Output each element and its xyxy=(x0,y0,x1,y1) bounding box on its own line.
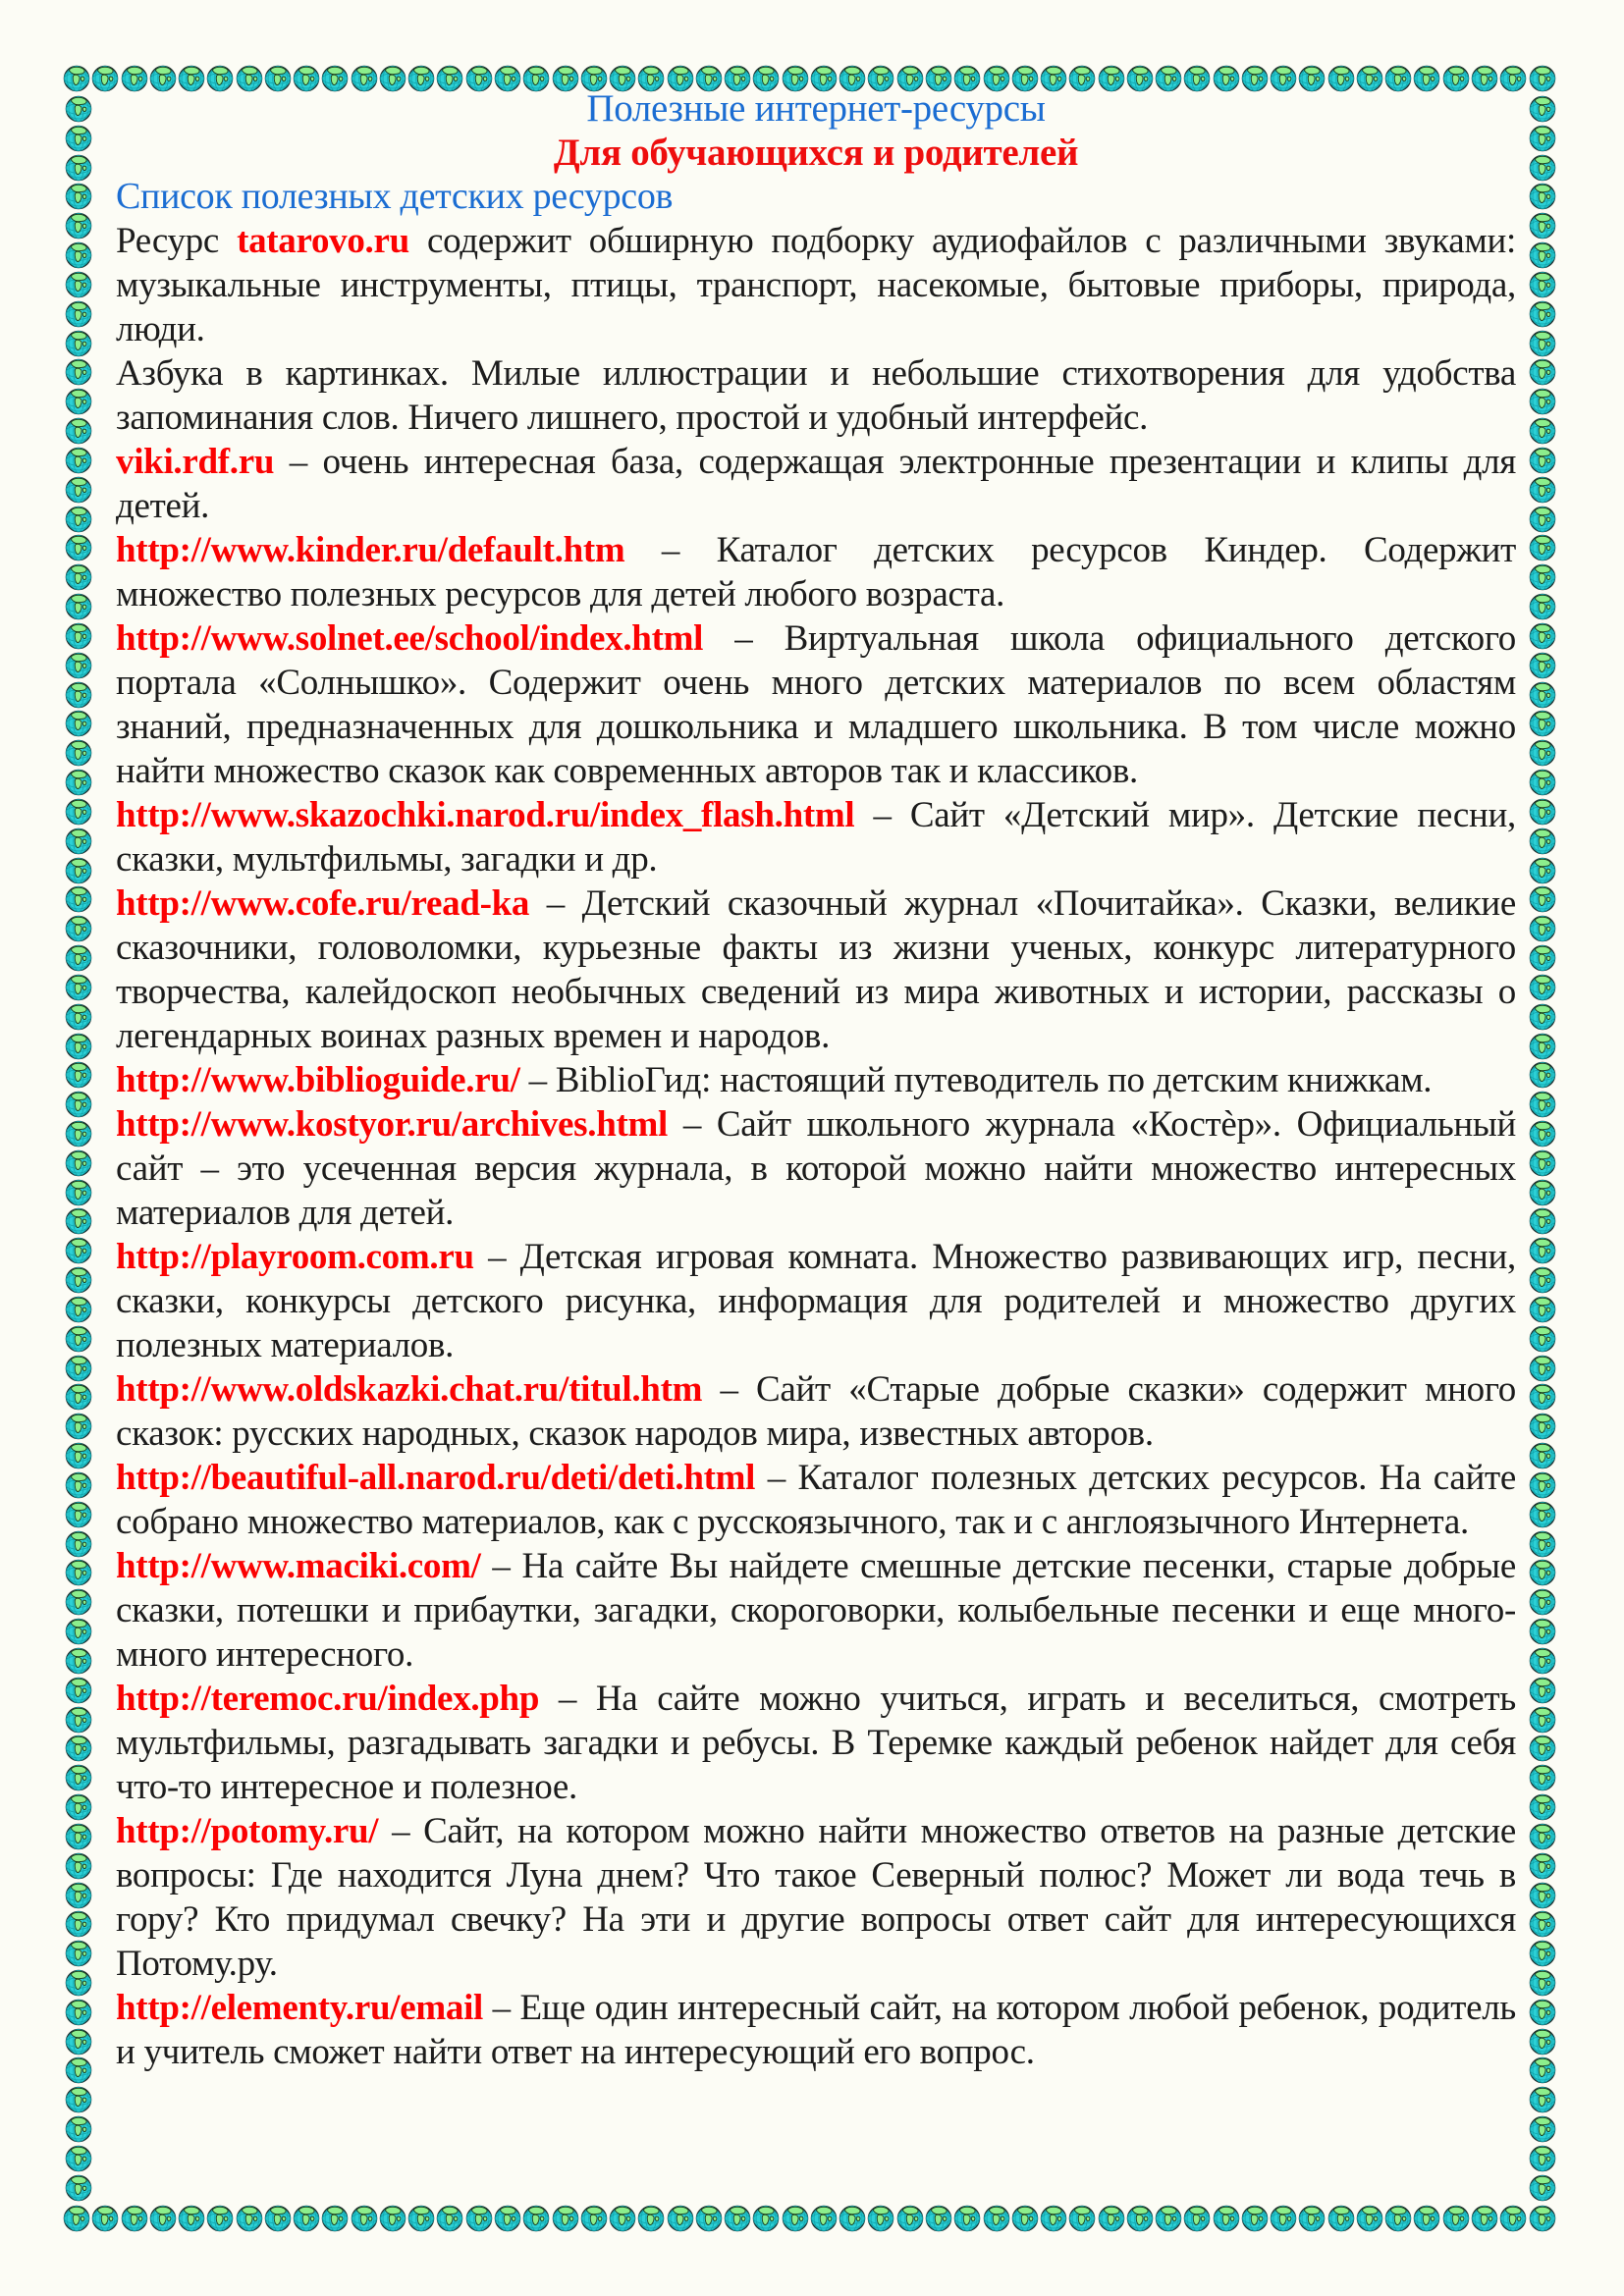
globe-icon xyxy=(65,212,92,240)
globe-icon xyxy=(65,506,92,533)
globe-icon xyxy=(65,183,92,210)
globe-icon xyxy=(1529,915,1556,942)
globe-icon xyxy=(65,915,92,942)
globe-icon xyxy=(1529,1501,1556,1528)
globe-icon xyxy=(667,2205,694,2232)
globe-icon xyxy=(1529,506,1556,533)
globe-icon xyxy=(1529,828,1556,855)
resource-text: – Сайт, на котором можно найти множество ответов на разные детские вопросы: Где находится Луна днем? Что такое Северный полюс? Может ли вода течь в гору? Кто придумал свечку? На эти и другие вопросы ответ сайт для интересующихся Потому.ру. xyxy=(116,1811,1516,1984)
globe-border-bottom xyxy=(63,2205,1556,2232)
globe-icon xyxy=(1529,125,1556,152)
globe-icon xyxy=(1529,710,1556,737)
globe-icon xyxy=(379,2205,406,2232)
globe-icon xyxy=(63,65,90,92)
resource-url: http://playroom.com.ru xyxy=(116,1237,474,1277)
globe-icon xyxy=(1529,1383,1556,1411)
globe-icon xyxy=(1529,1413,1556,1440)
globe-icon xyxy=(637,2205,665,2232)
globe-icon xyxy=(1529,417,1556,445)
globe-icon xyxy=(1529,1149,1556,1177)
globe-icon xyxy=(178,2205,205,2232)
globe-icon xyxy=(1529,1179,1556,1206)
globe-icon xyxy=(1529,1091,1556,1118)
globe-icon xyxy=(65,2174,92,2202)
globe-icon xyxy=(1356,2205,1383,2232)
resource-url: http://www.maciki.com/ xyxy=(116,1546,481,1586)
globe-icon xyxy=(65,1003,92,1031)
resource-paragraph xyxy=(116,616,1516,793)
globe-icon xyxy=(149,2205,177,2232)
globe-icon xyxy=(65,1530,92,1558)
globe-border-left xyxy=(65,95,92,2202)
resource-list xyxy=(116,219,1516,2074)
globe-icon xyxy=(1529,300,1556,328)
globe-icon xyxy=(65,1471,92,1499)
globe-icon xyxy=(65,1207,92,1235)
globe-icon xyxy=(65,1061,92,1089)
globe-icon xyxy=(1529,857,1556,884)
resource-paragraph xyxy=(116,1456,1516,1544)
resource-text: – Каталог полезных детских ресурсов. На сайте собрано множество материалов, как с русскоязычного, так и с англоязычного Интернета. xyxy=(116,1458,1516,1542)
resource-url: http://www.cofe.ru/read-ka xyxy=(116,883,530,924)
globe-icon xyxy=(1529,1764,1556,1791)
globe-icon xyxy=(65,885,92,913)
globe-icon xyxy=(65,1237,92,1264)
globe-icon xyxy=(1529,1296,1556,1323)
resource-url: http://www.oldskazki.chat.ru/titul.htm xyxy=(116,1369,703,1410)
globe-icon xyxy=(1529,974,1556,1001)
globe-icon xyxy=(1529,476,1556,504)
resource-paragraph xyxy=(116,1058,1516,1102)
globe-icon xyxy=(65,710,92,737)
globe-icon xyxy=(1529,563,1556,591)
resource-paragraph xyxy=(116,1102,1516,1235)
globe-icon xyxy=(65,1149,92,1177)
globe-icon xyxy=(1529,183,1556,210)
globe-icon xyxy=(293,2205,320,2232)
globe-icon xyxy=(1529,1735,1556,1762)
globe-icon xyxy=(65,944,92,972)
globe-icon xyxy=(810,2205,838,2232)
globe-icon xyxy=(1529,271,1556,298)
globe-icon xyxy=(264,2205,292,2232)
globe-icon xyxy=(1529,447,1556,474)
resource-url: http://www.kinder.ru/default.htm xyxy=(116,530,625,570)
globe-icon xyxy=(436,2205,463,2232)
globe-icon xyxy=(65,1091,92,1118)
resource-text: – Детский сказочный журнал «Почитайка». Сказки, великие сказочники, головоломки, курьезные факты из жизни ученых, конкурс литературного творчества, калейдоскоп необычных сведений из мира животных и истории, рассказы о легендарных воинах разных времен и народов. xyxy=(116,883,1516,1056)
globe-icon xyxy=(782,2205,809,2232)
globe-icon xyxy=(1529,241,1556,269)
globe-icon xyxy=(236,2205,263,2232)
globe-icon xyxy=(1298,2205,1326,2232)
globe-icon xyxy=(1529,1266,1556,1294)
globe-icon xyxy=(953,2205,981,2232)
globe-icon xyxy=(1529,65,1556,92)
globe-icon xyxy=(65,1735,92,1762)
globe-icon xyxy=(65,388,92,415)
globe-icon xyxy=(65,1588,92,1616)
globe-icon xyxy=(1529,739,1556,767)
globe-icon xyxy=(1529,769,1556,796)
resource-text: – очень интересная база, содержащая электронные презентации и клипы для детей. xyxy=(116,442,1516,526)
globe-icon xyxy=(1529,1618,1556,1645)
globe-icon xyxy=(65,739,92,767)
globe-icon xyxy=(65,1677,92,1704)
globe-icon xyxy=(465,2205,493,2232)
resource-url: http://elementy.ru/email xyxy=(116,1988,484,2028)
globe-icon xyxy=(65,1618,92,1645)
globe-icon xyxy=(1529,652,1556,679)
globe-icon xyxy=(1529,1910,1556,1938)
globe-icon xyxy=(1529,1237,1556,1264)
resource-paragraph xyxy=(116,1544,1516,1677)
resource-paragraph xyxy=(116,528,1516,616)
globe-icon xyxy=(407,2205,435,2232)
resource-paragraph xyxy=(116,440,1516,528)
globe-icon xyxy=(522,2205,550,2232)
globe-icon xyxy=(1529,1999,1556,2026)
globe-icon xyxy=(1529,1471,1556,1499)
globe-icon xyxy=(65,1706,92,1734)
globe-icon xyxy=(1011,2205,1039,2232)
globe-icon xyxy=(1529,1061,1556,1089)
globe-icon xyxy=(1529,1355,1556,1382)
globe-icon xyxy=(552,2205,579,2232)
globe-icon xyxy=(65,1120,92,1148)
globe-icon xyxy=(65,300,92,328)
resource-text: – Каталог детских ресурсов Киндер. Содержит множество полезных ресурсов для детей любого возраста. xyxy=(116,530,1516,614)
globe-icon xyxy=(1126,2205,1154,2232)
globe-icon xyxy=(63,2205,90,2232)
globe-icon xyxy=(65,2086,92,2113)
globe-icon xyxy=(1529,2028,1556,2056)
globe-icon xyxy=(65,1882,92,1909)
globe-icon xyxy=(65,974,92,1001)
resource-url: http://www.solnet.ee/school/index.html xyxy=(116,618,704,659)
globe-icon xyxy=(1529,1033,1556,1060)
globe-icon xyxy=(1529,681,1556,709)
globe-icon xyxy=(65,1383,92,1411)
globe-icon xyxy=(1529,388,1556,415)
globe-icon xyxy=(752,2205,780,2232)
globe-icon xyxy=(65,652,92,679)
globe-icon xyxy=(65,1501,92,1528)
globe-icon xyxy=(65,476,92,504)
resource-paragraph xyxy=(116,1809,1516,1986)
globe-icon xyxy=(65,1413,92,1440)
resource-text: – Детская игровая комната. Множество развивающих игр, песни, сказки, конкурсы детского рисунка, информация для родителей и множество других полезных материалов. xyxy=(116,1237,1516,1365)
globe-icon xyxy=(65,1999,92,2026)
globe-icon xyxy=(65,857,92,884)
globe-icon xyxy=(1529,154,1556,182)
globe-icon xyxy=(1529,885,1556,913)
globe-icon xyxy=(1529,1530,1556,1558)
globe-icon xyxy=(1529,1207,1556,1235)
globe-icon xyxy=(65,769,92,796)
globe-icon xyxy=(206,2205,234,2232)
globe-icon xyxy=(1068,2205,1096,2232)
globe-icon xyxy=(1529,1003,1556,1031)
globe-icon xyxy=(65,358,92,386)
globe-icon xyxy=(1529,1823,1556,1850)
globe-icon xyxy=(1327,2205,1355,2232)
resource-text: содержит обширную подборку аудиофайлов с различными звуками: музыкальные инструменты, птицы, транспорт, насекомые, бытовые приборы, природа, люди. xyxy=(116,221,1516,349)
resource-url: viki.rdf.ru xyxy=(116,442,275,482)
globe-icon xyxy=(65,125,92,152)
globe-icon xyxy=(65,2028,92,2056)
section-heading: Список полезных детских ресурсов xyxy=(116,176,674,217)
globe-icon xyxy=(1529,1588,1556,1616)
globe-icon xyxy=(867,2205,894,2232)
globe-icon xyxy=(1499,2205,1527,2232)
globe-icon xyxy=(65,681,92,709)
globe-icon xyxy=(1213,2205,1240,2232)
globe-icon xyxy=(65,1355,92,1382)
globe-icon xyxy=(121,2205,148,2232)
globe-icon xyxy=(1529,1559,1556,1586)
globe-icon xyxy=(609,2205,636,2232)
globe-icon xyxy=(1529,2115,1556,2143)
globe-icon xyxy=(1529,1706,1556,1734)
globe-icon xyxy=(65,1266,92,1294)
globe-icon xyxy=(65,241,92,269)
globe-icon xyxy=(65,330,92,357)
resource-text: – Сайт «Старые добрые сказки» содержит много сказок: русских народных, сказок народов мира, известных авторов. xyxy=(116,1369,1516,1454)
resource-paragraph xyxy=(116,219,1516,351)
globe-icon xyxy=(65,1910,92,1938)
globe-icon xyxy=(1529,1677,1556,1704)
globe-icon xyxy=(896,2205,924,2232)
globe-icon xyxy=(1529,212,1556,240)
globe-icon xyxy=(65,2115,92,2143)
resource-paragraph xyxy=(116,1986,1516,2074)
resource-text: – BiblioГид: настоящий путеводитель по детским книжкам. xyxy=(519,1060,1433,1100)
globe-icon xyxy=(65,1325,92,1353)
globe-icon xyxy=(65,271,92,298)
globe-icon xyxy=(65,1852,92,1880)
globe-icon xyxy=(1529,1120,1556,1148)
globe-icon xyxy=(65,1296,92,1323)
resource-paragraph xyxy=(116,1367,1516,1456)
globe-icon xyxy=(1529,1940,1556,1967)
globe-icon xyxy=(1529,2205,1556,2232)
resource-text: Ресурс xyxy=(116,221,238,261)
globe-icon xyxy=(925,2205,952,2232)
resource-text: Азбука в картинках. Милые иллюстрации и небольшие стихотворения для удобства запоминания слов. Ничего лишнего, простой и удобный интерфейс. xyxy=(116,353,1516,438)
globe-icon xyxy=(580,2205,608,2232)
globe-icon xyxy=(1529,1442,1556,1469)
resource-url: tatarovo.ru xyxy=(237,221,409,261)
globe-icon xyxy=(65,593,92,620)
globe-icon xyxy=(65,622,92,650)
page-title: Полезные интернет-ресурсы xyxy=(586,87,1046,130)
globe-icon xyxy=(1529,2056,1556,2084)
globe-icon xyxy=(65,1647,92,1675)
globe-icon xyxy=(1529,1793,1556,1821)
resource-paragraph xyxy=(116,1677,1516,1809)
globe-icon xyxy=(724,2205,751,2232)
globe-icon xyxy=(1529,1882,1556,1909)
globe-icon xyxy=(1529,534,1556,561)
globe-icon xyxy=(1529,2174,1556,2202)
globe-icon xyxy=(91,2205,119,2232)
resource-url: http://potomy.ru/ xyxy=(116,1811,379,1851)
resource-paragraph xyxy=(116,1235,1516,1367)
globe-icon xyxy=(65,1033,92,1060)
resource-url: http://www.skazochki.narod.ru/index_flash.html xyxy=(116,795,855,835)
resource-url: http://www.kostyor.ru/archives.html xyxy=(116,1104,669,1145)
resource-text: – Виртуальная школа официального детского портала «Солнышко». Содержит очень много детских материалов по всем областям знаний, предназначенных для дошкольника и младшего школьника. В том числе можно найти множество сказок как современных авторов так и классиков. xyxy=(116,618,1516,791)
globe-icon xyxy=(1529,944,1556,972)
globe-icon xyxy=(65,534,92,561)
resource-text: – Сайт школьного журнала «Костѐр». Официальный сайт – это усеченная версия журнала, в которой можно найти множество интересных материалов для детей. xyxy=(116,1104,1516,1233)
globe-icon xyxy=(983,2205,1010,2232)
globe-icon xyxy=(65,2145,92,2172)
globe-icon xyxy=(65,798,92,826)
resource-text: – На сайте можно учиться, играть и веселиться, смотреть мультфильмы, разгадывать загадки и ребусы. В Теремке каждый ребенок найдет для себя что-то интересное и полезное. xyxy=(116,1679,1516,1807)
resource-paragraph xyxy=(116,793,1516,881)
globe-icon xyxy=(1529,1852,1556,1880)
globe-icon xyxy=(65,1559,92,1586)
globe-icon xyxy=(65,95,92,123)
globe-icon xyxy=(1529,622,1556,650)
globe-icon xyxy=(1413,2205,1440,2232)
globe-icon xyxy=(1529,330,1556,357)
globe-icon xyxy=(1529,593,1556,620)
globe-icon xyxy=(65,417,92,445)
globe-icon xyxy=(65,1179,92,1206)
globe-icon xyxy=(1529,95,1556,123)
globe-icon xyxy=(65,1764,92,1791)
globe-icon xyxy=(1098,2205,1125,2232)
globe-icon xyxy=(839,2205,866,2232)
globe-icon xyxy=(1529,798,1556,826)
resource-paragraph xyxy=(116,881,1516,1058)
page-subtitle: Для обучающихся и родителей xyxy=(553,132,1079,174)
globe-icon xyxy=(65,2056,92,2084)
globe-icon xyxy=(1529,2145,1556,2172)
globe-icon xyxy=(65,1969,92,1997)
globe-icon xyxy=(1155,2205,1182,2232)
globe-icon xyxy=(65,154,92,182)
globe-icon xyxy=(65,828,92,855)
globe-icon xyxy=(1183,2205,1211,2232)
resource-url: http://www.biblioguide.ru/ xyxy=(116,1060,520,1100)
globe-icon xyxy=(494,2205,521,2232)
globe-icon xyxy=(1270,2205,1297,2232)
globe-icon xyxy=(65,1793,92,1821)
globe-icon xyxy=(1529,358,1556,386)
globe-icon xyxy=(1471,2205,1498,2232)
resource-paragraph xyxy=(116,351,1516,440)
globe-icon xyxy=(351,2205,378,2232)
document-content xyxy=(116,86,1516,2074)
resource-url: http://beautiful-all.narod.ru/deti/deti.html xyxy=(116,1458,756,1498)
globe-icon xyxy=(1529,1325,1556,1353)
resource-text: – Еще один интересный сайт, на котором любой ребенок, родитель и учитель сможет найти ответ на интересующий его вопрос. xyxy=(116,1988,1516,2072)
globe-icon xyxy=(1384,2205,1412,2232)
globe-icon xyxy=(65,563,92,591)
globe-icon xyxy=(1241,2205,1269,2232)
globe-icon xyxy=(65,1442,92,1469)
globe-icon xyxy=(1040,2205,1067,2232)
globe-icon xyxy=(1529,1969,1556,1997)
globe-icon xyxy=(321,2205,349,2232)
resource-text: – На сайте Вы найдете смешные детские песенки, старые добрые сказки, потешки и прибаутки, загадки, скороговорки, колыбельные песенки и еще много-много интересного. xyxy=(116,1546,1516,1675)
globe-icon xyxy=(65,1940,92,1967)
resource-url: http://teremoc.ru/index.php xyxy=(116,1679,540,1719)
globe-border-right xyxy=(1529,95,1556,2202)
globe-icon xyxy=(695,2205,723,2232)
globe-icon xyxy=(65,447,92,474)
globe-icon xyxy=(65,1823,92,1850)
resource-text: – Сайт «Детский мир». Детские песни, сказки, мультфильмы, загадки и др. xyxy=(116,795,1516,880)
globe-icon xyxy=(1529,2086,1556,2113)
globe-icon xyxy=(1529,1647,1556,1675)
globe-icon xyxy=(1442,2205,1470,2232)
